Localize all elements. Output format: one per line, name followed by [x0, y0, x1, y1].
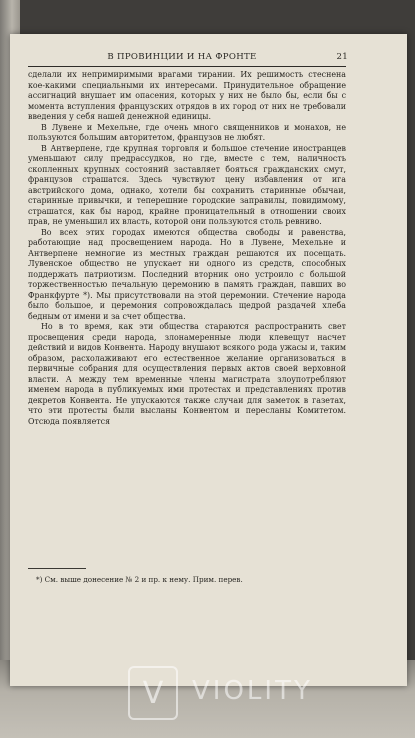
- body-text: [28, 70, 346, 427]
- running-head-title: В ПРОВИНЦИИ И НА ФРОНТЕ: [107, 52, 257, 62]
- watermark-badge-letter: V: [142, 676, 164, 711]
- paragraph: Во всех этих городах имеются общества свободы и равенства, работающие над просвещением народа. Но в Лувене, Мехельне и Антверпене немногие из местных граждан решаются их посещать. Лувенское общество не упускает ни одного из средств, способных поддержать патриотизм. Последний вторник оно устроило с большой торжественностью печальную церемонию в память граждан, павших во Франкфурте *). Мы присутствовали на этой церемонии. Стечение народа было большое, и церемония сопровождалась щедрой раздачей хлеба бедным от имени и за счет общества.: [28, 227, 346, 321]
- running-head: [26, 52, 348, 66]
- paragraph: сделали их непримиримыми врагами тирании. Их решимость стеснена кое-какими специальными их интересами. Принудительное обращение ассигнаций внушает им опасения, которых у них не было бы, если бы с момента вступления французских отрядов в их город от них не требовали введения у себя нашей денежной единицы.: [28, 70, 346, 121]
- footnote: *) См. выше донесение № 2 и пр. к нему. Прим. перев.: [36, 575, 243, 584]
- paragraph: В Антверпене, где крупная торговля и большое стечение иностранцев уменьшают силу предрассудков, но где, вместе с тем, наличность скопленных крупных состояний заставляет бояться гражданских смут, французов страшатся. Здесь чувствуют цену избавления от ига австрийского дома, однако, хотели бы сохранить старинные обычаи, старинные привычки, и теперешние городские заправилы, повидимому, страшатся, как бы народ, крайне проницательный в отношении своих прав, не уменьшил их власть, которой они пользуются столь ревниво.: [28, 143, 346, 226]
- footnote-rule: [28, 568, 86, 569]
- header-rule: [28, 66, 346, 67]
- paragraph: В Лувене и Мехельне, где очень много священников и монахов, не пользуются большим авторитетом, французов не любят.: [28, 122, 346, 142]
- page-number: 21: [336, 52, 348, 62]
- watermark-logo-icon: [128, 666, 178, 720]
- watermark-text: VIOLITY: [192, 676, 313, 706]
- paragraph: Но в то время, как эти общества стараются распространить свет просвещения среди народа, злонамеренные люди клевещут насчет действий и видов Конвента. Народу внушают всякого рода ужасы и, таким образом, расхолаживают его естественное желание организоваться в первичные собрания для осуществления первых актов своей верховной власти. А между тем временные члены магистрата злоупотребляют именем народа в публикуемых ими протестах и представлениях против декретов Конвента. Не упускаются также случаи для заметок в газетах, что эти протесты были высланы Конвентом и пересланы Комитетом. Отсюда появляется: [28, 322, 346, 426]
